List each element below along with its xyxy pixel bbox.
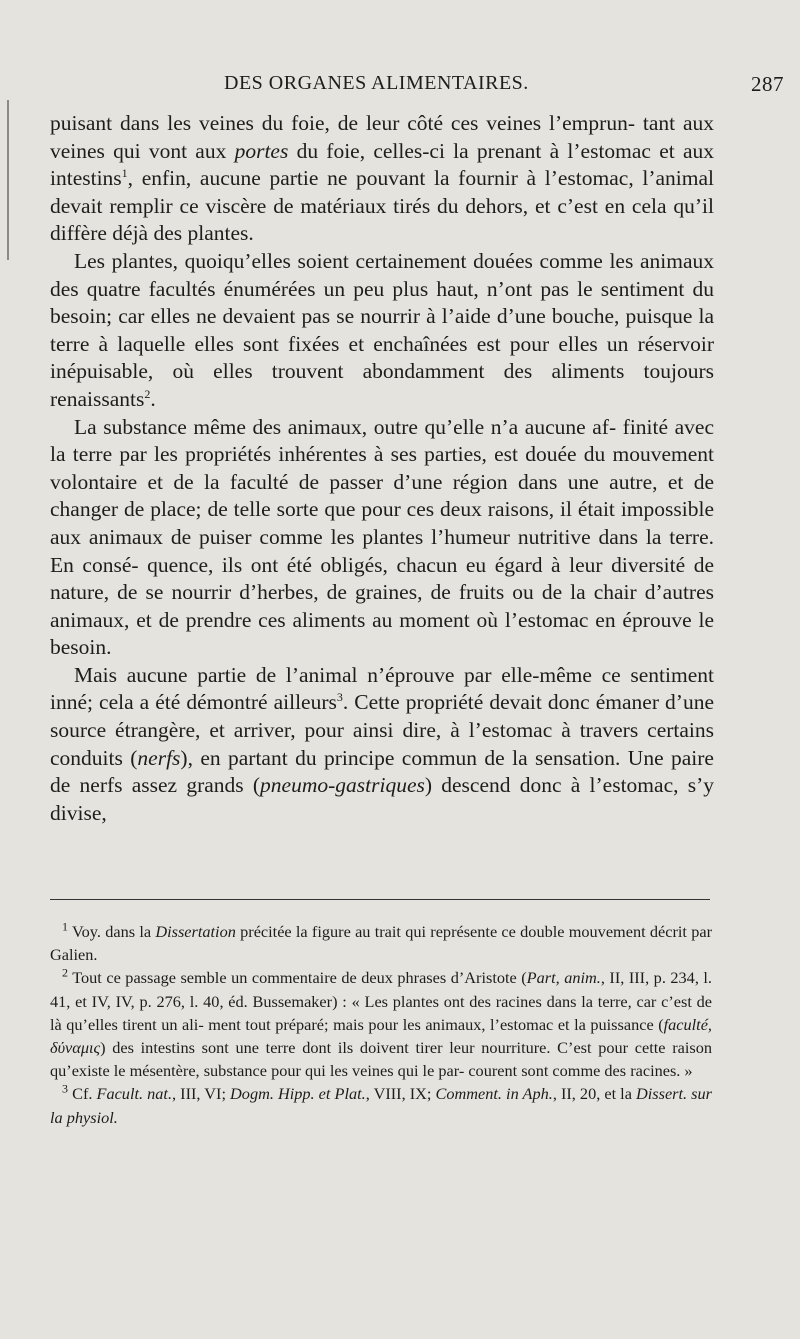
page-number: 287 <box>751 72 784 96</box>
footnotes <box>50 920 712 1129</box>
footnote-3: $^3$ Cf. Facult. nat., III, VI; Dogm. Hipp. et Plat., VIII, IX; Comment. in Aph., II, 20, et la Dissert. sur la physiol. <box>50 1082 712 1127</box>
main-text <box>50 110 714 827</box>
page-edge-mark <box>7 100 9 260</box>
footnote-2: $^2$ Tout ce passage semble un commentaire de deux phrases d’Aristote (Part, anim., II, III, p. 234, l. 41, et IV, IV, p. 276, l. 40, éd. Bussemaker) : « Les plantes ont des racines dans la terre, car c’est de là qu’elles tirent un ali- ment tout préparé; mais pour les animaux, l’estomac et la puissance (faculté, δύναμις) des intestins sont une terre dont ils doivent tirer leur nourriture. C’est pour cette raison qu’existe le mésentère, substance pour qui les veines qui le par- courent sont comme des racines. » <box>50 965 712 1081</box>
running-title: DES ORGANES ALIMENTAIRES. <box>224 72 529 94</box>
footnote-1: $^1$ Voy. dans la Dissertation précitée la figure au trait qui représente ce double mouvement décrit par Galien. <box>50 919 712 965</box>
paragraph-3: La substance même des animaux, outre qu’elle n’a aucune af- finité avec la terre par les propriétés inhérentes à ses parties, est douée du mouvement volontaire et de la faculté de passer d’une région dans une autre, et de changer de place; de telle sorte que pour ces deux raisons, il était impossible aux animaux de puiser comme les plantes l’humeur nutritive dans la terre. En consé- quence, ils ont été obligés, chacun eu égard à leur diversité de nature, de se nourrir d’herbes, de graines, de fruits ou de la chair d’autres animaux, et de prendre ces aliments au moment où l’estomac en éprouve le besoin. <box>50 414 714 660</box>
paragraph-2: Les plantes, quoiqu’elles soient certainement douées comme les animaux des quatre facultés énumérées un peu plus haut, n’ont pas le sentiment du besoin; car elles ne devaient pas se nourrir à l’aide d’une bouche, puisque la terre à laquelle elles sont fixées et enchaînées est pour elles un réservoir inépuisable, où elles trouvent abondamment des aliments toujours renaissants$^2$. <box>50 248 714 411</box>
footnote-separator <box>50 899 710 900</box>
paragraph-4: Mais aucune partie de l’animal n’éprouve par elle-même ce sentiment inné; cela a été démontré ailleurs$^3$. Cette propriété devait donc émaner d’une source étrangère, et arriver, pour ainsi dire, à l’estomac à travers certains conduits (nerfs), en partant du principe commun de la sensation. Une paire de nerfs assez grands (pneumo-gastriques) descend donc à l’estomac, s’y divise, <box>50 662 715 825</box>
paragraph-1: puisant dans les veines du foie, de leur côté ces veines l’emprun- tant aux veines qui vont aux portes du foie, celles-ci la prenant à l’estomac et aux intestins$^1$, enfin, aucune partie ne pouvant la fournir à l’estomac, l’animal devait remplir ce viscère de matériaux tirés du dehors, et c’est en cela qu’il diffère déjà des plantes. <box>50 111 714 246</box>
